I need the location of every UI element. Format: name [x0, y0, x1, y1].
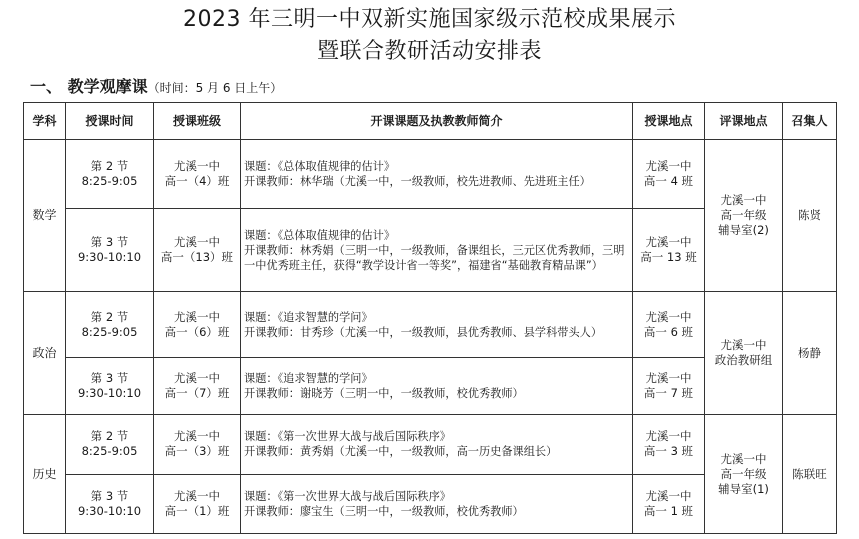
table-row	[24, 415, 837, 474]
intro-cell: 课题：《追求智慧的学问》 开课教师：甘秀珍（尤溪一中，一级教师，县优秀教师、县学科带头人）	[241, 292, 633, 357]
location-cell: 尤溪一中 高一 4 班	[633, 140, 705, 209]
section-time-note: （时间：5 月 6 日上午）	[147, 81, 283, 95]
header-intro: 开课课题及执教教师简介	[241, 103, 633, 140]
table-row	[24, 140, 837, 209]
section-heading	[30, 74, 282, 97]
intro-cell: 课题：《总体取值规律的估计》 开课教师：林秀娟（三明一中，一级教师，备课组长，三元区优秀教师，三明一中优秀班主任，获得“教学设计省一等奖”，福建省“基础教育精品课”）	[241, 208, 633, 292]
header-location: 授课地点	[633, 103, 705, 140]
intro-cell: 课题：《第一次世界大战与战后国际秩序》 开课教师：黄秀娟（尤溪一中，一级教师，高一历史备课组长）	[241, 415, 633, 474]
document-title-line-2: 暨联合教研活动安排表	[316, 39, 542, 64]
table-header-row	[24, 103, 837, 140]
table-row	[24, 292, 837, 357]
time-cell: 第 2 节 8:25-9:05	[66, 140, 154, 209]
time-cell: 第 3 节 9:30-10:10	[66, 357, 154, 414]
location-cell: 尤溪一中 高一 13 班	[633, 208, 705, 292]
convener-cell: 陈联旺	[783, 415, 837, 534]
section-heading-text: 一、 教学观摩课	[30, 77, 148, 96]
convener-cell: 陈贤	[783, 140, 837, 292]
class-cell: 尤溪一中 高一（4）班	[154, 140, 241, 209]
intro-cell: 课题：《第一次世界大战与战后国际秩序》 开课教师：廖宝生（三明一中，一级教师，校优秀教师）	[241, 474, 633, 533]
header-class: 授课班级	[154, 103, 241, 140]
time-cell: 第 3 节 9:30-10:10	[66, 208, 154, 292]
class-cell: 尤溪一中 高一（1）班	[154, 474, 241, 533]
document-title-line-1: 2023 年三明一中双新实施国家级示范校成果展示	[183, 7, 676, 32]
class-cell: 尤溪一中 高一（13）班	[154, 208, 241, 292]
class-cell: 尤溪一中 高一（3）班	[154, 415, 241, 474]
review-place-cell: 尤溪一中 政治教研组	[705, 292, 783, 415]
time-cell: 第 2 节 8:25-9:05	[66, 415, 154, 474]
convener-cell: 杨静	[783, 292, 837, 415]
location-cell: 尤溪一中 高一 6 班	[633, 292, 705, 357]
intro-cell: 课题：《总体取值规律的估计》 开课教师：林华瑞（尤溪一中，一级教师，校先进教师、先进班主任）	[241, 140, 633, 209]
header-subject: 学科	[24, 103, 66, 140]
time-cell: 第 2 节 8:25-9:05	[66, 292, 154, 357]
review-place-cell: 尤溪一中 高一年级 辅导室(1)	[705, 415, 783, 534]
subject-cell: 政治	[24, 292, 66, 415]
time-cell: 第 3 节 9:30-10:10	[66, 474, 154, 533]
header-review-place: 评课地点	[705, 103, 783, 140]
schedule-table	[23, 102, 837, 534]
class-cell: 尤溪一中 高一（7）班	[154, 357, 241, 414]
location-cell: 尤溪一中 高一 1 班	[633, 474, 705, 533]
class-cell: 尤溪一中 高一（6）班	[154, 292, 241, 357]
location-cell: 尤溪一中 高一 3 班	[633, 415, 705, 474]
header-convener: 召集人	[783, 103, 837, 140]
location-cell: 尤溪一中 高一 7 班	[633, 357, 705, 414]
subject-cell: 历史	[24, 415, 66, 534]
header-time: 授课时间	[66, 103, 154, 140]
subject-cell: 数学	[24, 140, 66, 292]
review-place-cell: 尤溪一中 高一年级 辅导室(2)	[705, 140, 783, 292]
intro-cell: 课题：《追求智慧的学问》 开课教师：谢晓芳（三明一中，一级教师，校优秀教师）	[241, 357, 633, 414]
